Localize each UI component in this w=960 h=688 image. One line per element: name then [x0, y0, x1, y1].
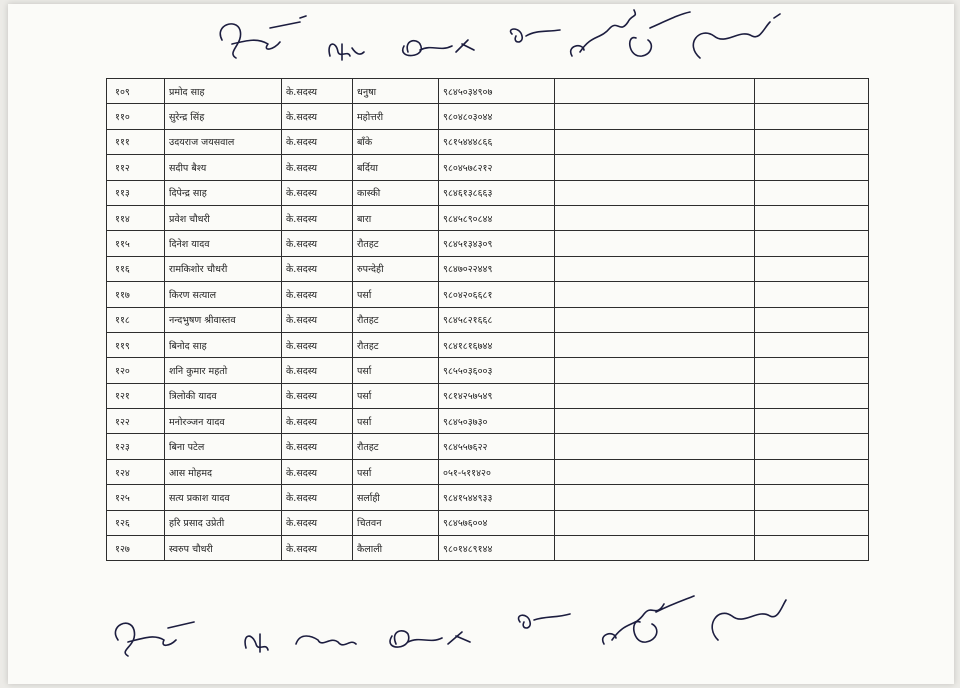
empty-cell — [755, 485, 869, 510]
empty-cell — [555, 409, 755, 434]
empty-cell — [755, 332, 869, 357]
name-cell: मनोरञ्जन यादव — [165, 409, 282, 434]
district-cell: रौतहट — [353, 231, 439, 256]
empty-cell — [555, 332, 755, 357]
phone-cell: ९८०४२०६६८१ — [439, 282, 555, 307]
serial-cell: ११४ — [107, 205, 165, 230]
district-cell: कास्की — [353, 180, 439, 205]
empty-cell — [555, 231, 755, 256]
table-row — [107, 79, 869, 104]
district-cell: बर्दिया — [353, 155, 439, 180]
empty-cell — [755, 104, 869, 129]
empty-cell — [755, 459, 869, 484]
table-row — [107, 536, 869, 561]
name-cell: रामकिशोर चौधरी — [165, 256, 282, 281]
post-cell: के.सदस्य — [282, 459, 353, 484]
name-cell: बिना पटेल — [165, 434, 282, 459]
serial-cell: १२५ — [107, 485, 165, 510]
serial-cell: १२० — [107, 358, 165, 383]
serial-cell: १२३ — [107, 434, 165, 459]
empty-cell — [755, 129, 869, 154]
empty-cell — [555, 79, 755, 104]
empty-cell — [555, 307, 755, 332]
phone-cell: ९८४६१३८६६३ — [439, 180, 555, 205]
serial-cell: १२१ — [107, 383, 165, 408]
name-cell: हरि प्रसाद उप्रेती — [165, 510, 282, 535]
district-cell: महोत्तरी — [353, 104, 439, 129]
district-cell: बारा — [353, 205, 439, 230]
post-cell: के.सदस्य — [282, 180, 353, 205]
name-cell: स्वरुप चौधरी — [165, 536, 282, 561]
phone-cell: ९८१४२५७५४९ — [439, 383, 555, 408]
phone-cell: ९८०४५७८२१२ — [439, 155, 555, 180]
district-cell: धनुषा — [353, 79, 439, 104]
empty-cell — [555, 104, 755, 129]
district-cell: पर्सा — [353, 459, 439, 484]
table-row — [107, 282, 869, 307]
empty-cell — [555, 282, 755, 307]
phone-cell: ९८०१४८९१४४ — [439, 536, 555, 561]
post-cell: के.सदस्य — [282, 231, 353, 256]
post-cell: के.सदस्य — [282, 383, 353, 408]
phone-cell: ९८४५१३४३०९ — [439, 231, 555, 256]
table-row — [107, 459, 869, 484]
empty-cell — [555, 510, 755, 535]
table-row — [107, 307, 869, 332]
table-row — [107, 180, 869, 205]
empty-cell — [755, 434, 869, 459]
name-cell: प्रमोद साह — [165, 79, 282, 104]
post-cell: के.सदस्य — [282, 485, 353, 510]
phone-cell: ९८४५५७६२२ — [439, 434, 555, 459]
phone-cell: ९८४७०२२४४९ — [439, 256, 555, 281]
table-row — [107, 332, 869, 357]
serial-cell: ११७ — [107, 282, 165, 307]
phone-cell: ९८०४८०३०४४ — [439, 104, 555, 129]
district-cell: पर्सा — [353, 282, 439, 307]
post-cell: के.सदस्य — [282, 434, 353, 459]
name-cell: प्रवेश चौधरी — [165, 205, 282, 230]
serial-cell: ११३ — [107, 180, 165, 205]
empty-cell — [755, 409, 869, 434]
serial-cell: ११५ — [107, 231, 165, 256]
name-cell: सुरेन्द्र सिंह — [165, 104, 282, 129]
phone-cell: ९८४५८९०८४४ — [439, 205, 555, 230]
table-row — [107, 205, 869, 230]
district-cell: पर्सा — [353, 383, 439, 408]
district-cell: कैलाली — [353, 536, 439, 561]
name-cell: आस मोहमद — [165, 459, 282, 484]
post-cell: के.सदस्य — [282, 358, 353, 383]
district-cell: रौतहट — [353, 332, 439, 357]
name-cell: दिनेश यादव — [165, 231, 282, 256]
serial-cell: ११८ — [107, 307, 165, 332]
empty-cell — [555, 485, 755, 510]
empty-cell — [555, 459, 755, 484]
post-cell: के.सदस्य — [282, 256, 353, 281]
table-row — [107, 129, 869, 154]
post-cell: के.सदस्य — [282, 510, 353, 535]
district-cell: रौतहट — [353, 307, 439, 332]
post-cell: के.सदस्य — [282, 536, 353, 561]
district-cell: सर्लाही — [353, 485, 439, 510]
post-cell: के.सदस्य — [282, 155, 353, 180]
empty-cell — [555, 180, 755, 205]
empty-cell — [755, 282, 869, 307]
phone-cell: ०५१-५११४२० — [439, 459, 555, 484]
empty-cell — [555, 205, 755, 230]
phone-cell: ९८४५०३७३० — [439, 409, 555, 434]
empty-cell — [755, 307, 869, 332]
table-row — [107, 409, 869, 434]
empty-cell — [755, 510, 869, 535]
table-row — [107, 104, 869, 129]
phone-cell: ९८१५४४४८६६ — [439, 129, 555, 154]
phone-cell: ९८४५८२१६६८ — [439, 307, 555, 332]
serial-cell: ११९ — [107, 332, 165, 357]
phone-cell: ९८४५०३४९०७ — [439, 79, 555, 104]
phone-cell: ९८४१५४४९३३ — [439, 485, 555, 510]
empty-cell — [755, 79, 869, 104]
phone-cell: ९८५५०३६००३ — [439, 358, 555, 383]
name-cell: नन्दभुषण श्रीवास्तव — [165, 307, 282, 332]
name-cell: त्रिलोकी यादव — [165, 383, 282, 408]
empty-cell — [555, 536, 755, 561]
empty-cell — [755, 358, 869, 383]
empty-cell — [755, 155, 869, 180]
serial-cell: १२२ — [107, 409, 165, 434]
district-cell: पर्सा — [353, 409, 439, 434]
serial-cell: १२६ — [107, 510, 165, 535]
empty-cell — [555, 155, 755, 180]
name-cell: दिपेन्द्र साह — [165, 180, 282, 205]
name-cell: शनि कुमार महतो — [165, 358, 282, 383]
empty-cell — [555, 129, 755, 154]
empty-cell — [755, 231, 869, 256]
name-cell: उदयराज जयसवाल — [165, 129, 282, 154]
district-cell: रुपन्देही — [353, 256, 439, 281]
post-cell: के.सदस्य — [282, 104, 353, 129]
empty-cell — [555, 358, 755, 383]
phone-cell: ९८४१८१६७४४ — [439, 332, 555, 357]
table-row — [107, 155, 869, 180]
serial-cell: ११० — [107, 104, 165, 129]
table-row — [107, 256, 869, 281]
serial-cell: ११२ — [107, 155, 165, 180]
post-cell: के.सदस्य — [282, 282, 353, 307]
post-cell: के.सदस्य — [282, 129, 353, 154]
district-cell: चितवन — [353, 510, 439, 535]
serial-cell: १११ — [107, 129, 165, 154]
empty-cell — [755, 383, 869, 408]
table-row — [107, 485, 869, 510]
empty-cell — [555, 256, 755, 281]
name-cell: सत्य प्रकाश यादव — [165, 485, 282, 510]
table-row — [107, 383, 869, 408]
serial-cell: ११६ — [107, 256, 165, 281]
empty-cell — [755, 180, 869, 205]
empty-cell — [755, 256, 869, 281]
empty-cell — [755, 205, 869, 230]
name-cell: बिनोद साह — [165, 332, 282, 357]
member-table — [106, 78, 869, 561]
post-cell: के.सदस्य — [282, 409, 353, 434]
serial-cell: १०९ — [107, 79, 165, 104]
empty-cell — [555, 434, 755, 459]
district-cell: रौतहट — [353, 434, 439, 459]
serial-cell: १२४ — [107, 459, 165, 484]
serial-cell: १२७ — [107, 536, 165, 561]
table-row — [107, 358, 869, 383]
table-row — [107, 434, 869, 459]
name-cell: किरण सत्याल — [165, 282, 282, 307]
empty-cell — [555, 383, 755, 408]
post-cell: के.सदस्य — [282, 205, 353, 230]
table-row — [107, 231, 869, 256]
phone-cell: ९८४५७६००४ — [439, 510, 555, 535]
name-cell: सदीप बैश्य — [165, 155, 282, 180]
table-row — [107, 510, 869, 535]
district-cell: बाँके — [353, 129, 439, 154]
post-cell: के.सदस्य — [282, 79, 353, 104]
empty-cell — [755, 536, 869, 561]
post-cell: के.सदस्य — [282, 307, 353, 332]
district-cell: पर्सा — [353, 358, 439, 383]
post-cell: के.सदस्य — [282, 332, 353, 357]
